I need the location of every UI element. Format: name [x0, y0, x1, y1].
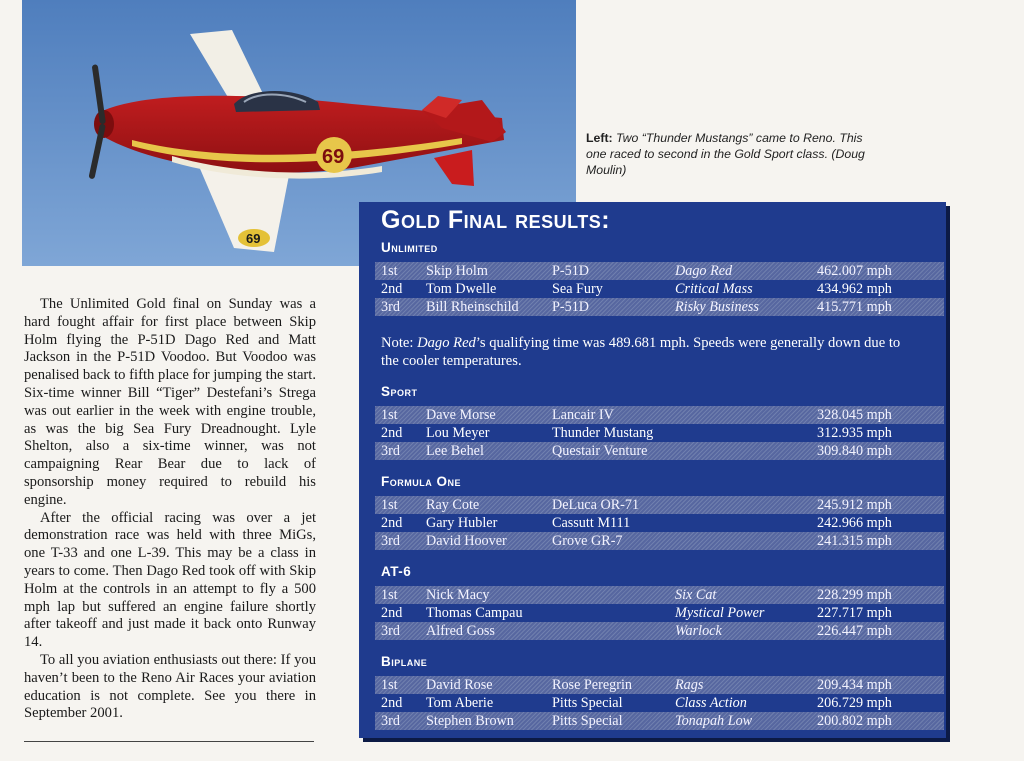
- result-aircraft: Pitts Special: [552, 713, 623, 729]
- result-row: [375, 604, 944, 622]
- result-place: 3rd: [381, 623, 400, 639]
- result-speed: 200.802 mph: [817, 713, 892, 729]
- result-row: [375, 280, 944, 298]
- note-text: ’s qualifying time was 489.681 mph. Speeds were generally down due to the cooler temperatures.: [381, 335, 901, 369]
- result-place: 3rd: [381, 533, 400, 549]
- result-pilot: David Rose: [426, 677, 493, 693]
- note-plane-name: Dago Red: [417, 335, 476, 351]
- article-divider: [24, 741, 314, 742]
- result-place: 2nd: [381, 281, 403, 297]
- result-place: 2nd: [381, 695, 403, 711]
- result-row: [375, 676, 944, 694]
- result-race-name: Risky Business: [675, 299, 759, 315]
- result-speed: 309.840 mph: [817, 443, 892, 459]
- caption-text: Two “Thunder Mustangs” came to Reno. This one raced to second in the Gold Sport class. (Doug Moulin): [586, 131, 865, 177]
- result-speed: 312.935 mph: [817, 425, 892, 441]
- result-place: 2nd: [381, 515, 403, 531]
- result-pilot: Stephen Brown: [426, 713, 514, 729]
- result-aircraft: DeLuca OR-71: [552, 497, 640, 513]
- result-speed: 227.717 mph: [817, 605, 892, 621]
- result-pilot: Alfred Goss: [426, 623, 495, 639]
- result-place: 3rd: [381, 443, 400, 459]
- article-body: [24, 296, 316, 742]
- result-place: 1st: [381, 407, 398, 423]
- result-aircraft: Questair Venture: [552, 443, 648, 459]
- result-row: [375, 532, 944, 550]
- gold-final-results-panel: [359, 202, 946, 738]
- section-heading-biplane: Biplane: [381, 654, 428, 669]
- result-race-name: Class Action: [675, 695, 747, 711]
- result-pilot: Dave Morse: [426, 407, 496, 423]
- result-race-name: Rags: [675, 677, 704, 693]
- result-speed: 226.447 mph: [817, 623, 892, 639]
- results-table-at6: [375, 586, 944, 640]
- result-row: [375, 514, 944, 532]
- result-row: [375, 622, 944, 640]
- section-heading-at6: AT-6: [381, 564, 412, 579]
- result-row: [375, 298, 944, 316]
- result-place: 1st: [381, 263, 398, 279]
- result-race-name: Tonapah Low: [675, 713, 753, 729]
- result-speed: 434.962 mph: [817, 281, 892, 297]
- results-table-sport: [375, 406, 944, 460]
- result-place: 1st: [381, 677, 398, 693]
- result-row: [375, 406, 944, 424]
- result-race-name: Dago Red: [675, 263, 733, 279]
- result-pilot: Lee Behel: [426, 443, 484, 459]
- result-row: [375, 586, 944, 604]
- result-pilot: Bill Rheinschild: [426, 299, 519, 315]
- result-aircraft: Thunder Mustang: [552, 425, 654, 441]
- result-row: [375, 262, 944, 280]
- result-pilot: Tom Dwelle: [426, 281, 497, 297]
- note-prefix: Note:: [381, 335, 418, 351]
- result-speed: 209.434 mph: [817, 677, 892, 693]
- result-aircraft: Lancair IV: [552, 407, 614, 423]
- result-pilot: Tom Aberie: [426, 695, 494, 711]
- result-row: [375, 424, 944, 442]
- result-aircraft: P-51D: [552, 299, 590, 315]
- result-pilot: Thomas Campau: [426, 605, 523, 621]
- result-place: 3rd: [381, 299, 400, 315]
- result-speed: 242.966 mph: [817, 515, 892, 531]
- result-place: 2nd: [381, 425, 403, 441]
- result-aircraft: Sea Fury: [552, 281, 603, 297]
- caption-lead: Left:: [586, 131, 613, 145]
- result-speed: 206.729 mph: [817, 695, 892, 711]
- result-pilot: David Hoover: [426, 533, 507, 549]
- result-place: 1st: [381, 587, 398, 603]
- results-table-formula-one: [375, 496, 944, 550]
- results-title: Gold Final results:: [381, 206, 611, 234]
- result-race-name: Critical Mass: [675, 281, 753, 297]
- result-race-name: Mystical Power: [675, 605, 765, 621]
- svg-text:69: 69: [246, 231, 261, 246]
- race-number: 69: [322, 146, 345, 168]
- result-pilot: Lou Meyer: [426, 425, 490, 441]
- result-place: 3rd: [381, 713, 400, 729]
- result-speed: 328.045 mph: [817, 407, 892, 423]
- result-pilot: Skip Holm: [426, 263, 488, 279]
- result-aircraft: P-51D: [552, 263, 590, 279]
- section-heading-formula-one: Formula One: [381, 474, 461, 489]
- result-row: [375, 496, 944, 514]
- result-pilot: Ray Cote: [426, 497, 480, 513]
- result-race-name: Warlock: [675, 623, 722, 639]
- section-heading-sport: Sport: [381, 384, 418, 399]
- article-paragraph-1: The Unlimited Gold final on Sunday was a hard fought affair for first place between Skip Holm flying the P-51D Dago Red and Matt Jackson in the P-51D Voodoo. But Voodoo was penalised back to fifth place for jumping the start. Six-time winner Bill “Tiger” Destefani’s Strega was out earlier in the week with engine trouble, as was the big Sea Fury Dreadnought. Lyle Shelton, also a six-time winner, was not campaigning Rear Bear due to lack of sponsorship money required to rebuild his engine.: [24, 296, 316, 508]
- article-paragraph-2: After the official racing was over a jet demonstration race was held with three MiGs, one T-33 and one L-39. This may be a class in years to come. Then Dago Red took off with Skip Holm at the controls in an attempt to fly a 500 mph lap but suffered an engine failure shortly after takeoff and just made it back onto Runway 14.: [24, 509, 316, 651]
- result-row: [375, 712, 944, 730]
- result-aircraft: Grove GR-7: [552, 533, 623, 549]
- result-row: [375, 442, 944, 460]
- result-pilot: Gary Hubler: [426, 515, 498, 531]
- result-row: [375, 694, 944, 712]
- result-place: 1st: [381, 497, 398, 513]
- result-speed: 415.771 mph: [817, 299, 892, 315]
- photo-caption: [586, 130, 886, 178]
- results-table-unlimited: [375, 262, 944, 316]
- result-pilot: Nick Macy: [426, 587, 490, 603]
- result-speed: 228.299 mph: [817, 587, 892, 603]
- result-aircraft: Cassutt M111: [552, 515, 631, 531]
- result-speed: 245.912 mph: [817, 497, 892, 513]
- result-place: 2nd: [381, 605, 403, 621]
- article-paragraph-3: To all you aviation enthusiasts out there: If you haven’t been to the Reno Air Races your aviation education is not complete. See you there in September 2001.: [24, 651, 316, 722]
- results-table-biplane: [375, 676, 944, 730]
- section-heading-unlimited: Unlimited: [381, 240, 438, 255]
- result-speed: 462.007 mph: [817, 263, 892, 279]
- result-race-name: Six Cat: [675, 587, 717, 603]
- result-speed: 241.315 mph: [817, 533, 892, 549]
- results-note: [381, 334, 921, 370]
- result-aircraft: Rose Peregrin: [552, 677, 632, 693]
- result-aircraft: Pitts Special: [552, 695, 623, 711]
